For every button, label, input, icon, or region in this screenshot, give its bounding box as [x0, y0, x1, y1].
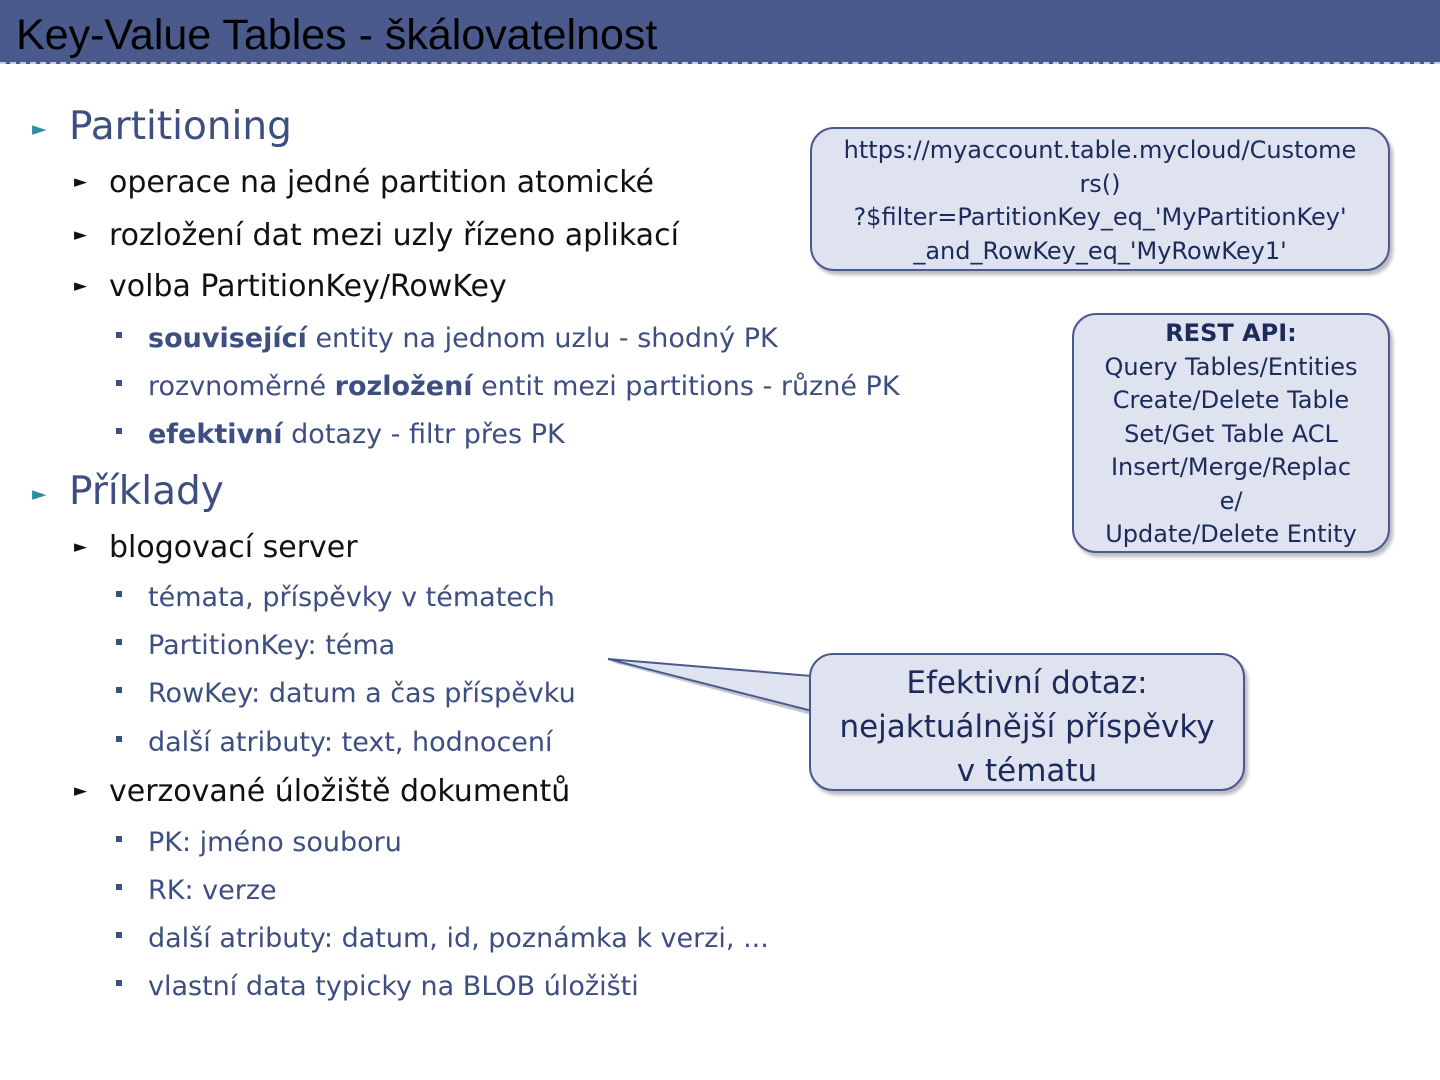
text-run: dotazy - filtr přes PK [282, 419, 565, 450]
sub-list-item-text: RowKey: datum a čas příspěvku [148, 678, 576, 709]
text-run: entity na jednom uzlu - shodný PK [306, 323, 778, 354]
sub-list-item-text: RK: verze [148, 875, 277, 906]
callout-line: _and_RowKey_eq_'MyRowKey1' [913, 236, 1287, 265]
triangle-bullet-icon: ► [74, 172, 88, 192]
callout-line: Update/Delete Entity [1105, 520, 1357, 548]
callout-line: e/ [1219, 486, 1243, 515]
sub-list-item-text: témata, příspěvky v tématech [148, 582, 555, 613]
sub-list-item-text: PartitionKey: téma [148, 630, 396, 661]
rest-api-callout [1072, 313, 1390, 553]
sub-list-item-text: vlastní data typicky na BLOB úložišti [148, 971, 639, 1002]
list-item-text: blogovací server [109, 530, 358, 565]
emphasis: efektivní [148, 419, 283, 450]
section-heading: Partitioning [69, 104, 292, 149]
sub-list-item-text: další atributy: datum, id, poznámka k verzi, ... [148, 923, 769, 954]
callout-line: Query Tables/Entities [1104, 352, 1358, 381]
list-item-text: rozložení dat mezi uzly řízeno aplikací [109, 218, 679, 253]
section-heading: Příklady [69, 469, 224, 514]
triangle-bullet-icon: ► [74, 781, 88, 801]
callout-line: Set/Get Table ACL [1124, 419, 1338, 448]
emphasis: rozložení [334, 371, 473, 402]
emphasis: související [148, 323, 307, 354]
triangle-bullet-icon: ► [74, 537, 88, 557]
list-item-text: volba PartitionKey/RowKey [109, 269, 507, 304]
callout-line: Create/Delete Table [1112, 386, 1350, 414]
callout-line: Efektivní dotaz: [906, 665, 1148, 701]
triangle-bullet-icon: ► [32, 483, 47, 505]
callout-line: Insert/Merge/Replac [1110, 453, 1352, 481]
url-callout [810, 127, 1390, 271]
callout-line: ?$filter=PartitionKey_eq_'MyPartitionKey' [853, 203, 1347, 231]
slide-title: Key-Value Tables - škálovatelnost [16, 11, 658, 59]
text-run: entit mezi partitions - různé PK [472, 371, 900, 402]
triangle-bullet-icon: ► [32, 118, 47, 140]
callout-heading: REST API: [1165, 319, 1297, 347]
text-run: rozvnoměrné [148, 371, 335, 402]
sub-list-item-text: PK: jméno souboru [148, 827, 402, 858]
triangle-bullet-icon: ► [74, 225, 88, 245]
callout-line: v tématu [956, 753, 1098, 789]
callout-line: https://myaccount.table.mycloud/Custome [843, 136, 1357, 164]
sub-list-item-text: další atributy: text, hodnocení [148, 727, 553, 758]
callout-line: nejaktuálnější příspěvky [839, 709, 1215, 745]
triangle-bullet-icon: ► [74, 276, 88, 296]
callout-line: rs() [1079, 169, 1121, 198]
list-item-text: verzované úložiště dokumentů [109, 774, 571, 809]
query-callout [809, 653, 1245, 791]
list-item-text: operace na jedné partition atomické [109, 165, 655, 200]
